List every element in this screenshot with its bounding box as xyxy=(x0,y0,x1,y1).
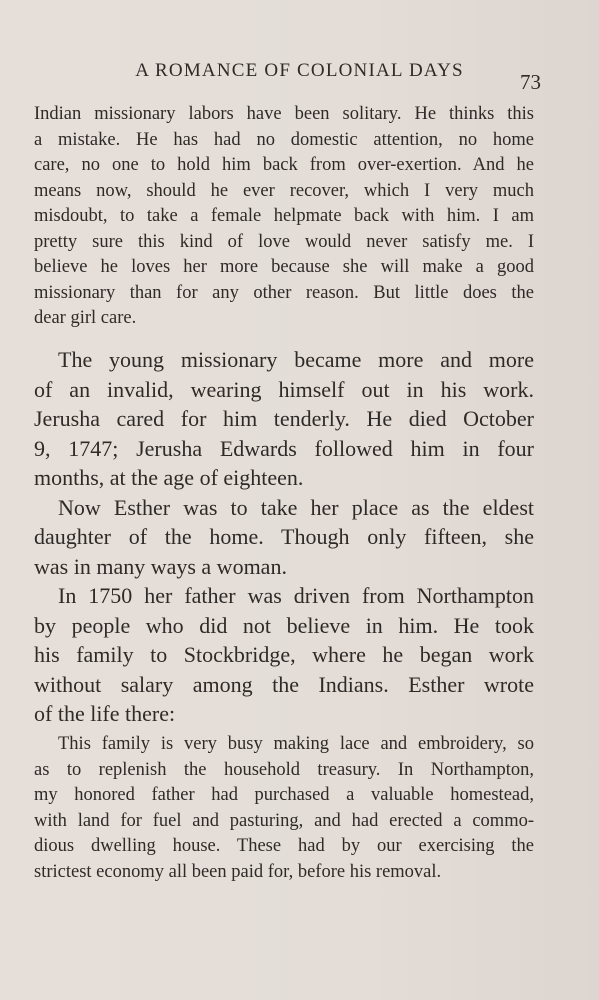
page-number: 73 xyxy=(520,70,541,94)
text-line: months, at the age of eighteen. xyxy=(34,465,304,490)
text-line: The young missionary became more and more xyxy=(58,347,534,372)
text-line: Now Esther was to take her place as the eldest xyxy=(58,494,534,520)
text-line: In 1750 her father was driven from Northampton xyxy=(58,583,534,608)
text-line: was in many ways a woman. xyxy=(34,553,287,579)
text-line: Jerusha cared for him tenderly. He died October xyxy=(34,406,534,431)
text-line: as to replenish the household treasury. In Northampton, xyxy=(34,759,534,780)
text-line: believe he loves her more because she will make a good xyxy=(34,257,534,277)
text-line: of an invalid, wearing himself out in his work. xyxy=(34,376,534,402)
text-line: missionary than for any other reason. But little does the xyxy=(34,282,534,303)
letter-excerpt-2 xyxy=(34,732,534,885)
text-line: a mistake. He has had no domestic attention, no home xyxy=(34,129,534,150)
narrative-text xyxy=(34,345,534,729)
text-line: This family is very busy making lace and embroidery, so xyxy=(58,734,534,754)
text-line: pretty sure this kind of love would never satisfy me. I xyxy=(34,231,534,252)
text-line: with land for fuel and pasturing, and had erected a commo- xyxy=(34,810,534,831)
text-line: my honored father had purchased a valuable homestead, xyxy=(34,785,534,805)
text-line: by people who did not believe in him. He took xyxy=(34,612,534,638)
text-line: misdoubt, to take a female helpmate back with him. I am xyxy=(34,206,534,226)
text-line: 9, 1747; Jerusha Edwards followed him in four xyxy=(34,435,534,461)
text-line: daughter of the home. Though only fifteen, she xyxy=(34,524,534,549)
text-line: his family to Stockbridge, where he began work xyxy=(34,642,534,667)
running-title: A ROMANCE OF COLONIAL DAYS xyxy=(135,60,464,81)
text-line: dear girl care. xyxy=(34,308,137,328)
text-line: of the life there: xyxy=(34,701,176,726)
text-line: Indian missionary labors have been solitary. He thinks this xyxy=(34,104,534,124)
text-line: without salary among the Indians. Esther wrote xyxy=(34,671,534,697)
text-line: care, no one to hold him back from over-exertion. And he xyxy=(34,155,534,175)
text-line: strictest economy all been paid for, before his removal. xyxy=(34,861,442,882)
text-line: means now, should he ever recover, which I very much xyxy=(34,180,534,201)
text-line: dious dwelling house. These had by our exercising the xyxy=(34,836,534,856)
letter-excerpt-1 xyxy=(34,102,534,332)
